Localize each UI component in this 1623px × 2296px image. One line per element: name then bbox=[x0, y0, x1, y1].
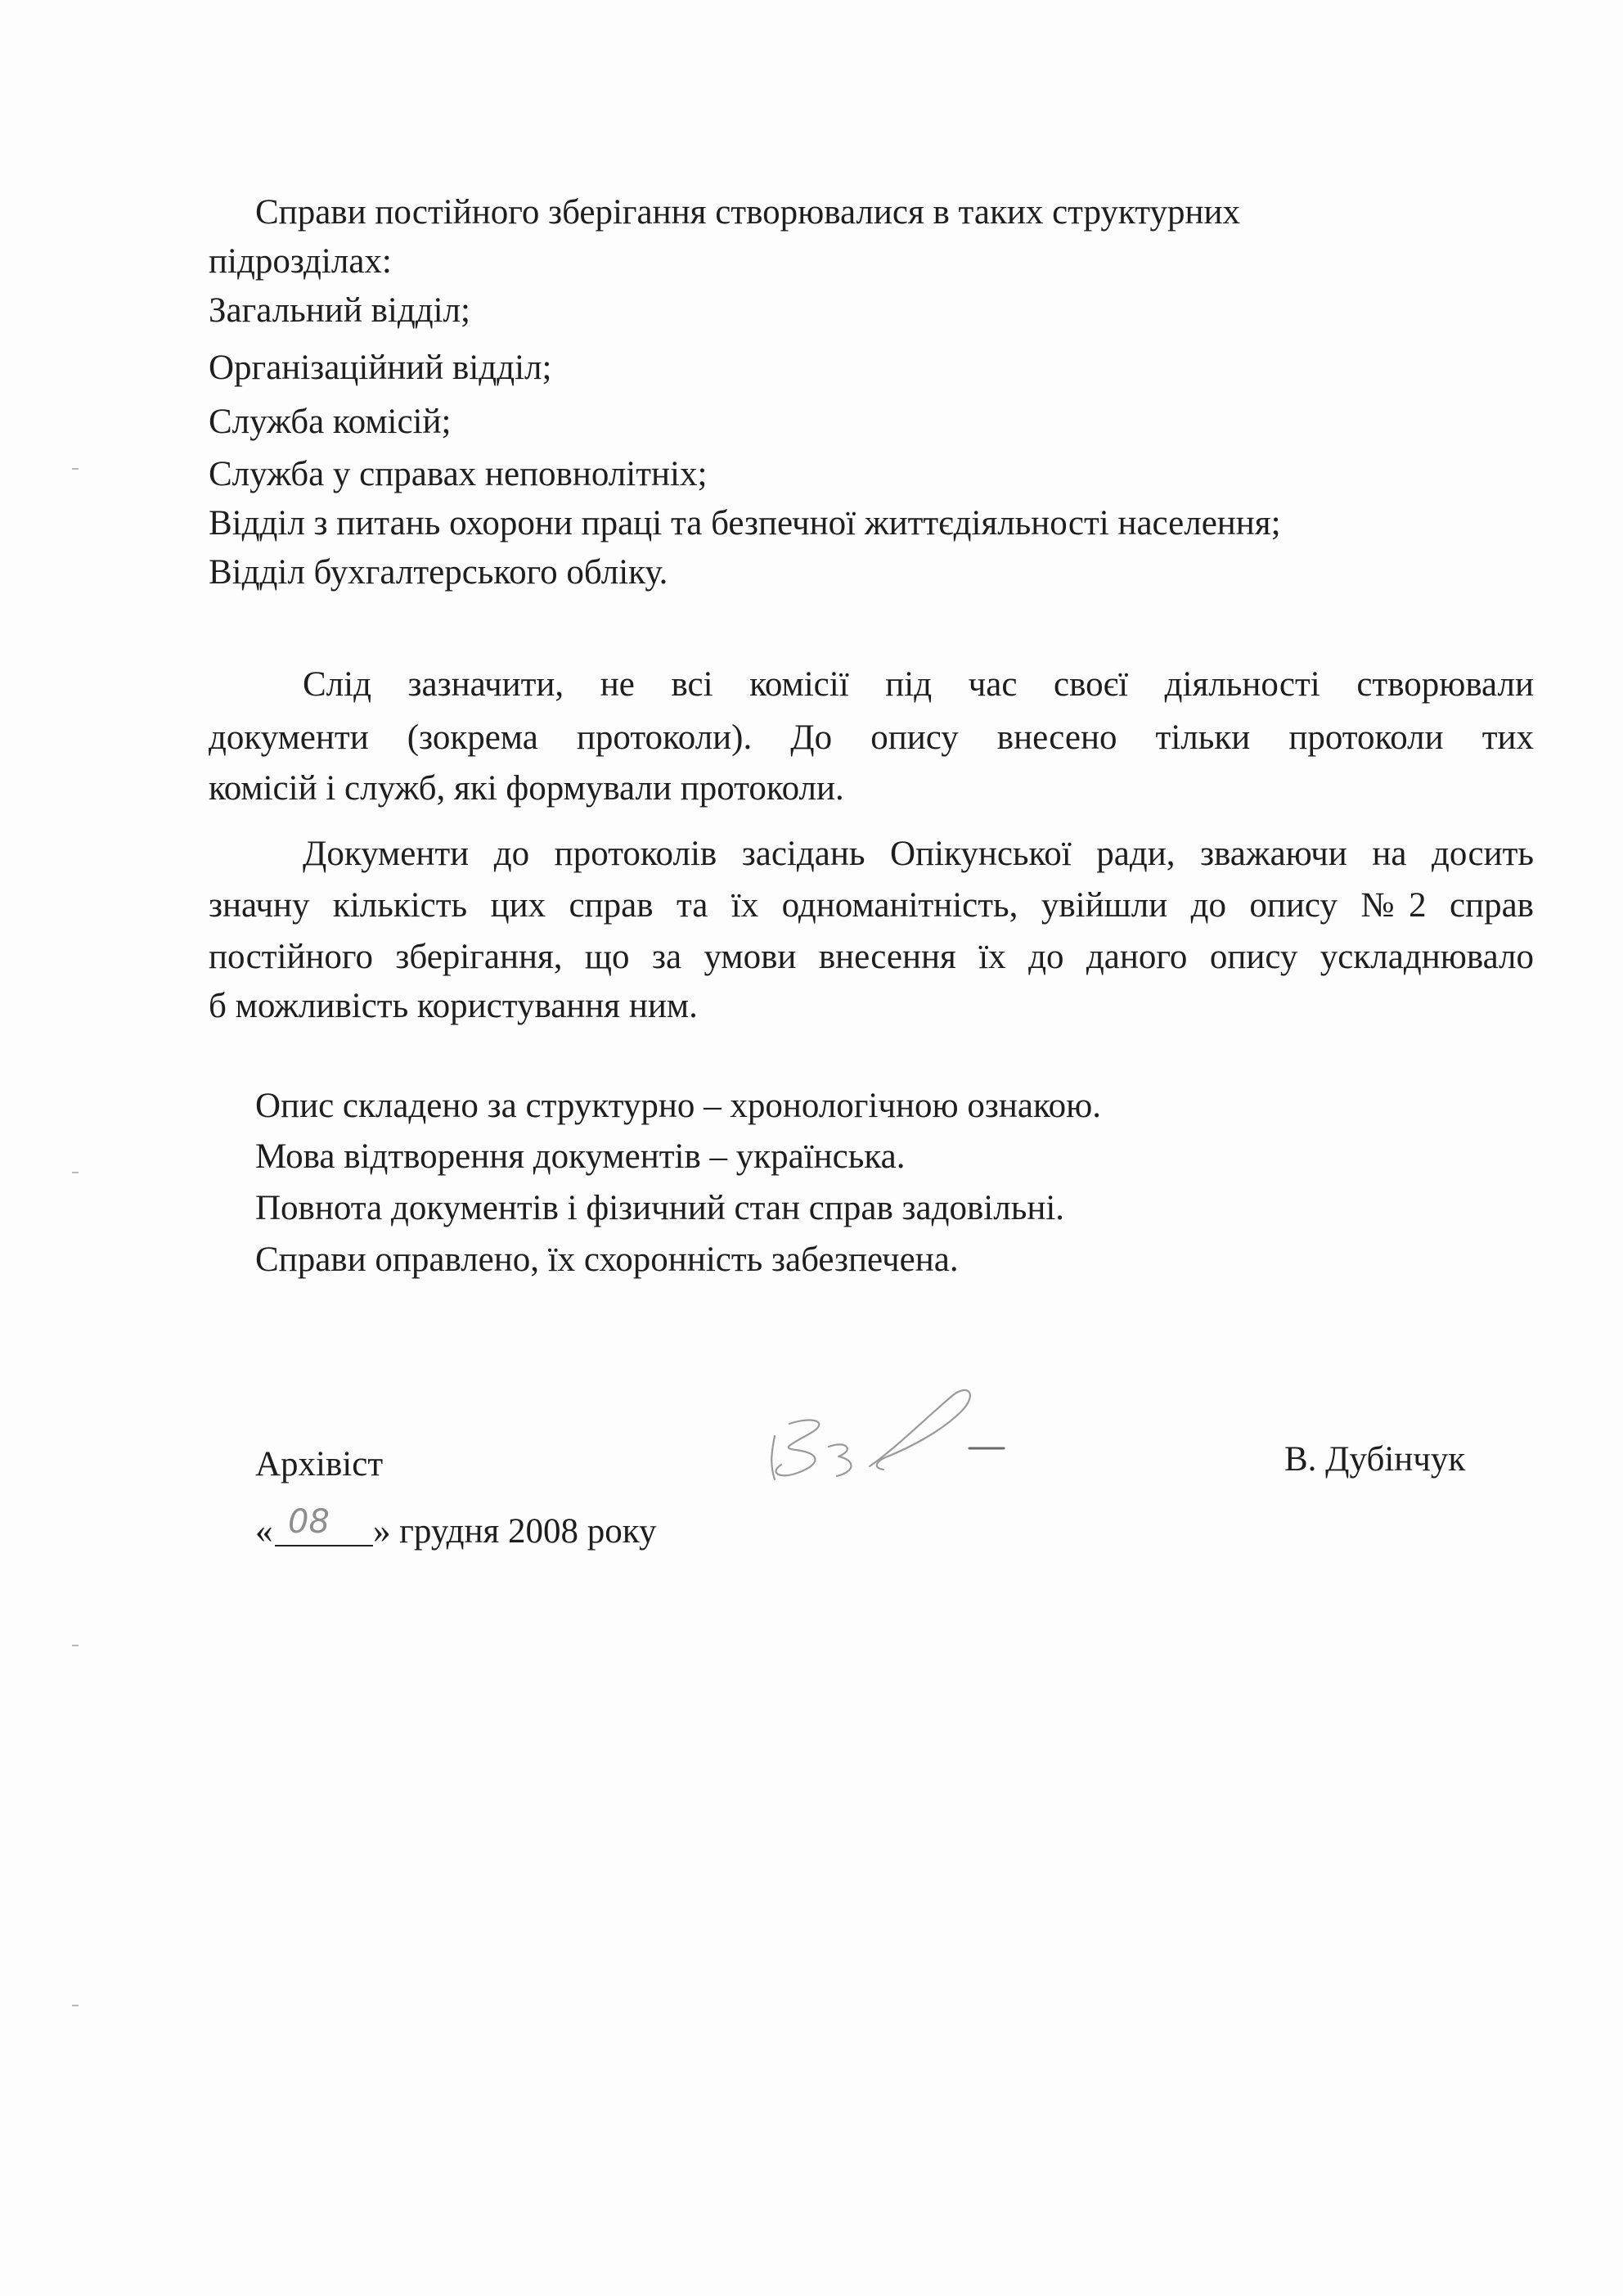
scan-speck bbox=[72, 1172, 79, 1173]
paragraph1-line: Слід зазначити, не всі комісії під час своєї діяльності створювали bbox=[303, 665, 1534, 704]
unit-item: Служба у справах неповнолітніх; bbox=[209, 455, 708, 493]
note-line: Справи оправлено, їх схоронність забезпечена. bbox=[255, 1240, 959, 1279]
unit-item: Служба комісій; bbox=[209, 403, 452, 441]
note-line: Мова відтворення документів – українська. bbox=[255, 1137, 906, 1176]
handwritten-signature-icon bbox=[732, 1358, 1027, 1514]
paragraph2-line: б можливість користування ним. bbox=[209, 987, 698, 1025]
scan-speck bbox=[72, 1645, 79, 1646]
paragraph2-line: постійного зберігання, що за умови внесення їх до даного опису ускладнювало bbox=[209, 938, 1534, 976]
paragraph1-line: комісій і служб, які формували протоколи. bbox=[209, 769, 844, 808]
note-line: Опис складено за структурно – хронологічною ознакою. bbox=[255, 1087, 1102, 1125]
unit-item: Загальний відділ; bbox=[209, 291, 470, 330]
scan-speck bbox=[72, 468, 79, 470]
paragraph2-line: значну кількість цих справ та їх одноманітність, увійшли до опису №2 справ bbox=[209, 886, 1534, 925]
signer-name: В. Дубінчук bbox=[1284, 1440, 1466, 1479]
date-day-underline bbox=[275, 1545, 373, 1546]
scan-speck bbox=[72, 2005, 79, 2006]
date-open-quote: « bbox=[255, 1512, 273, 1551]
paragraph1-line: документи (зокрема протоколи). До опису внесено тільки протоколи тих bbox=[209, 718, 1534, 757]
unit-item: Відділ бухгалтерського обліку. bbox=[209, 553, 668, 592]
date-rest: » грудня 2008 року bbox=[373, 1512, 657, 1551]
note-line: Повнота документів і фізичний стан справ задовільні. bbox=[255, 1189, 1065, 1227]
intro-line-1: Справи постійного зберігання створювалися в таких структурних bbox=[255, 193, 1240, 232]
unit-item: Відділ з питань охорони праці та безпечної життєдіяльності населення; bbox=[209, 504, 1281, 542]
unit-item: Організаційний відділ; bbox=[209, 349, 552, 387]
intro-line-2: підрозділах: bbox=[209, 242, 392, 281]
signer-role: Архівіст bbox=[255, 1445, 384, 1483]
paragraph2-line: Документи до протоколів засідань Опікунської ради, зважаючи на досить bbox=[303, 835, 1534, 873]
date-day-handwritten: 08 bbox=[288, 1503, 330, 1541]
